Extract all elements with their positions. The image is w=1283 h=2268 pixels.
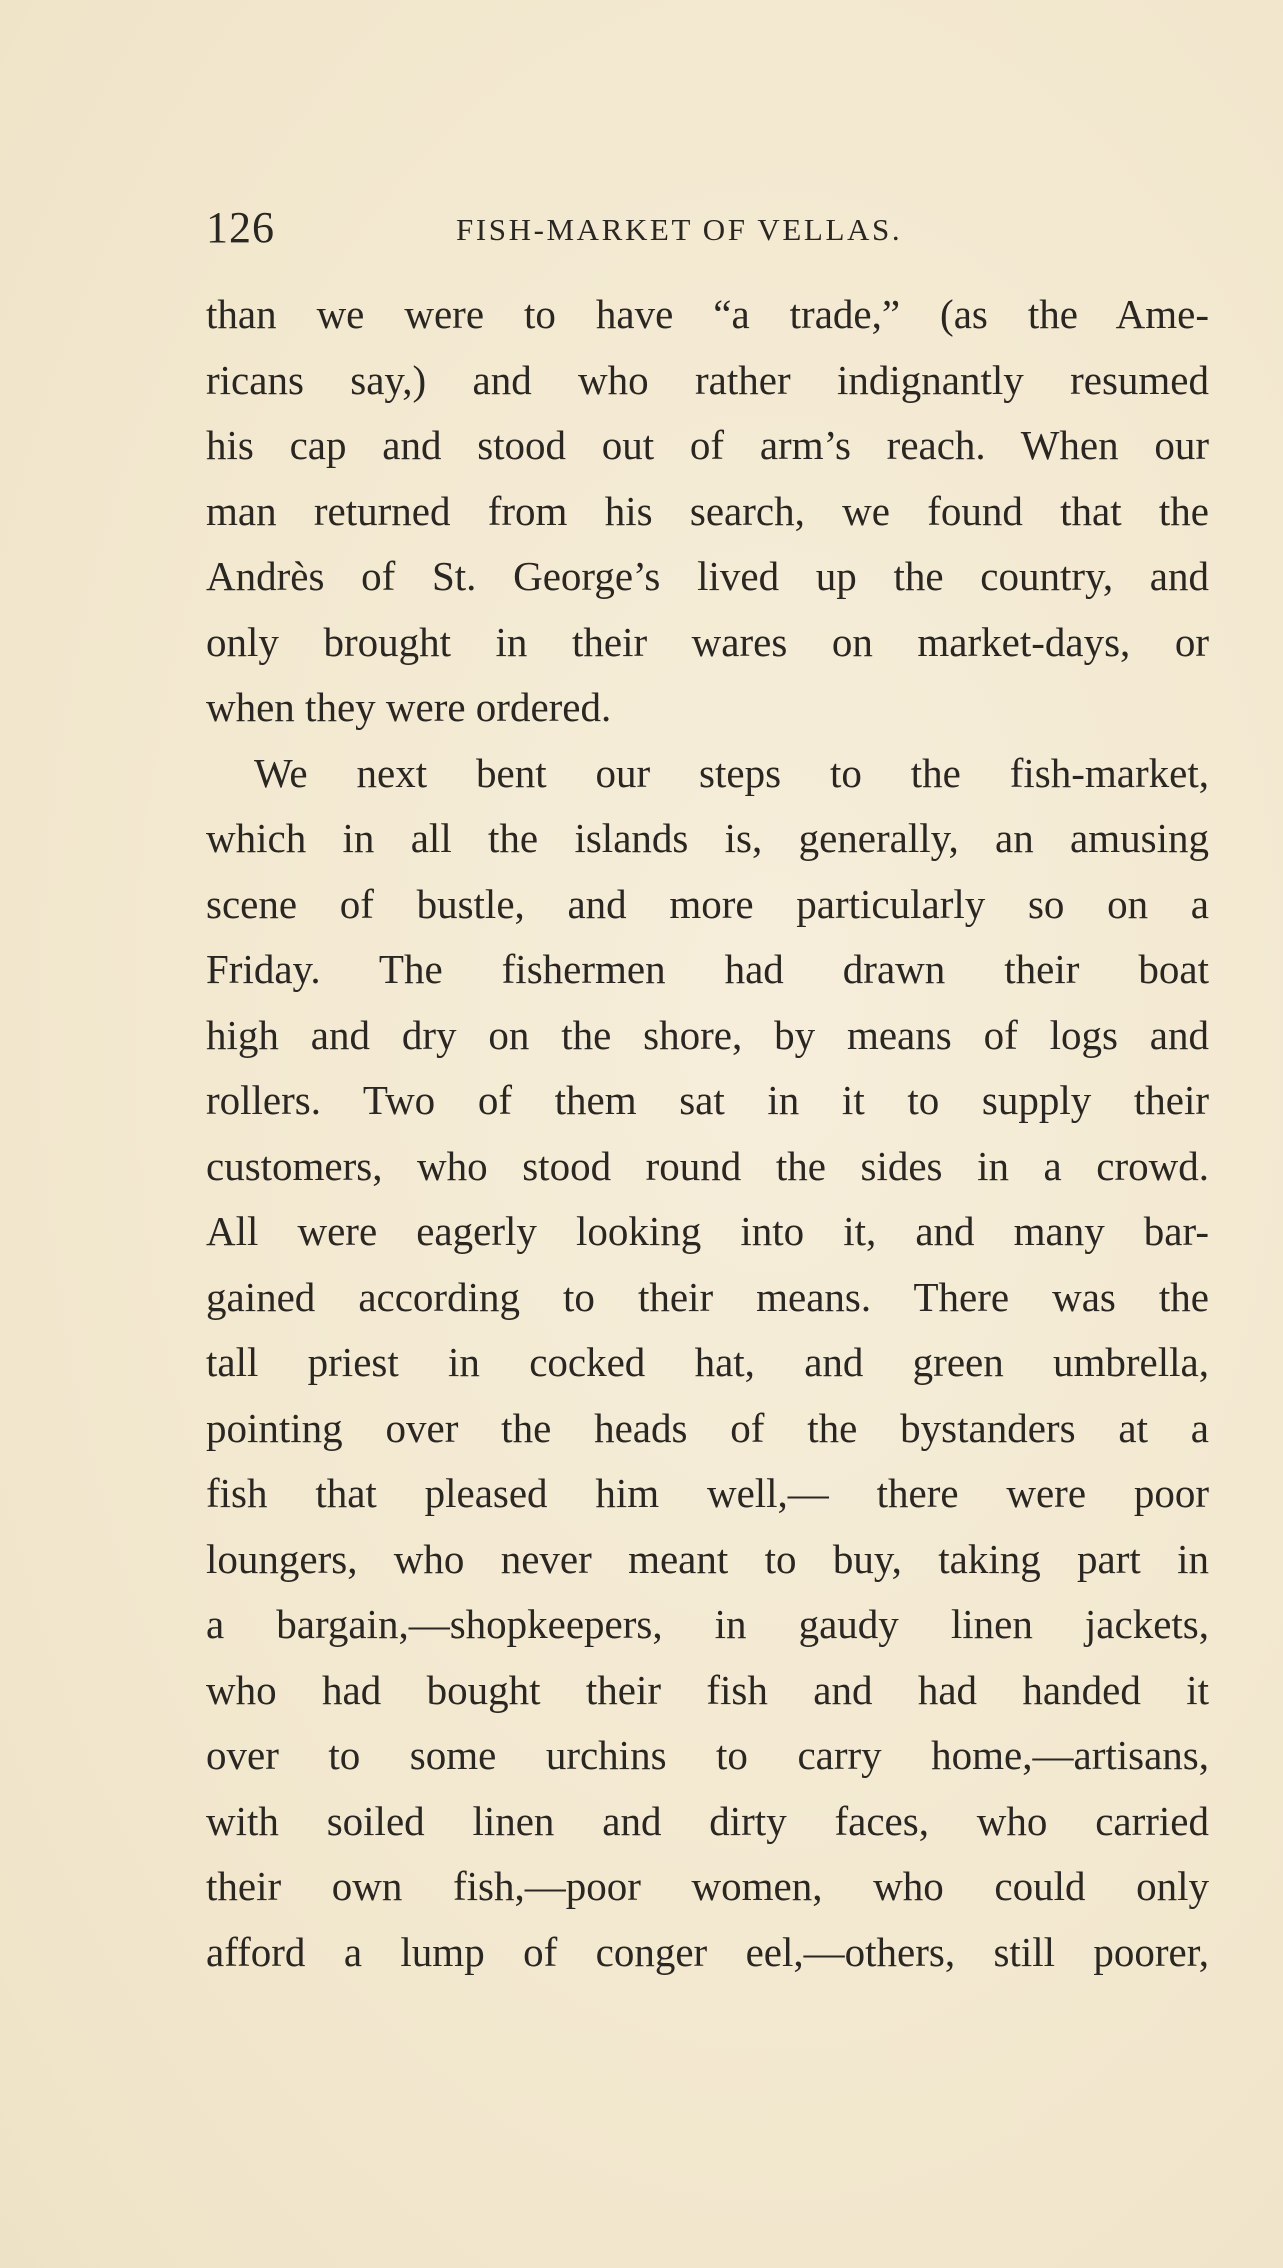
text-line: a bargain,—shopkeepers, in gaudy linen jackets,: [206, 1601, 1209, 1647]
text-line: All were eagerly looking into it, and many bar-: [206, 1208, 1209, 1254]
text-line: their own fish,—poor women, who could only: [206, 1863, 1209, 1909]
text-line: afford a lump of conger eel,—others, still poorer,: [206, 1928, 1209, 1975]
text-line: with soiled linen and dirty faces, who carried: [206, 1797, 1209, 1844]
text-line: which in all the islands is, generally, an amusing: [206, 815, 1209, 861]
text-line: Friday. The fishermen had drawn their boat: [206, 946, 1209, 992]
text-line: than we were to have “a trade,” (as the Ame-: [206, 291, 1209, 337]
text-line: only brought in their wares on market-days, or: [206, 618, 1209, 665]
text-line: pointing over the heads of the bystanders at a: [206, 1404, 1209, 1451]
text-line: who had bought their fish and had handed it: [206, 1666, 1209, 1713]
text-line: over to some urchins to carry home,—artisans,: [206, 1732, 1209, 1778]
text-line: ricans say,) and who rather indignantly resumed: [206, 356, 1209, 403]
body-text: [206, 282, 1209, 1985]
text-line: Andrès of St. George’s lived up the country, and: [206, 553, 1209, 599]
text-line: high and dry on the shore, by means of logs and: [206, 1011, 1209, 1058]
text-line: gained according to their means. There was the: [206, 1273, 1209, 1320]
page-number: 126: [206, 203, 275, 252]
text-line: his cap and stood out of arm’s reach. When our: [206, 422, 1209, 468]
paragraph-end-line: when they were ordered.: [206, 684, 612, 730]
running-title: FISH-MARKET OF VELLAS.: [456, 212, 903, 247]
text-line: scene of bustle, and more particularly so on a: [206, 880, 1209, 927]
text-line: fish that pleased him well,— there were poor: [206, 1470, 1209, 1516]
text-line: customers, who stood round the sides in a crowd.: [206, 1142, 1209, 1189]
text-line: man returned from his search, we found that the: [206, 487, 1209, 534]
text-line: tall priest in cocked hat, and green umbrella,: [206, 1339, 1209, 1385]
paragraph-start-line: We next bent our steps to the fish-market,: [254, 749, 1209, 796]
running-head: [206, 198, 966, 258]
text-line: rollers. Two of them sat in it to supply their: [206, 1077, 1209, 1123]
text-line: loungers, who never meant to buy, taking part in: [206, 1535, 1209, 1582]
